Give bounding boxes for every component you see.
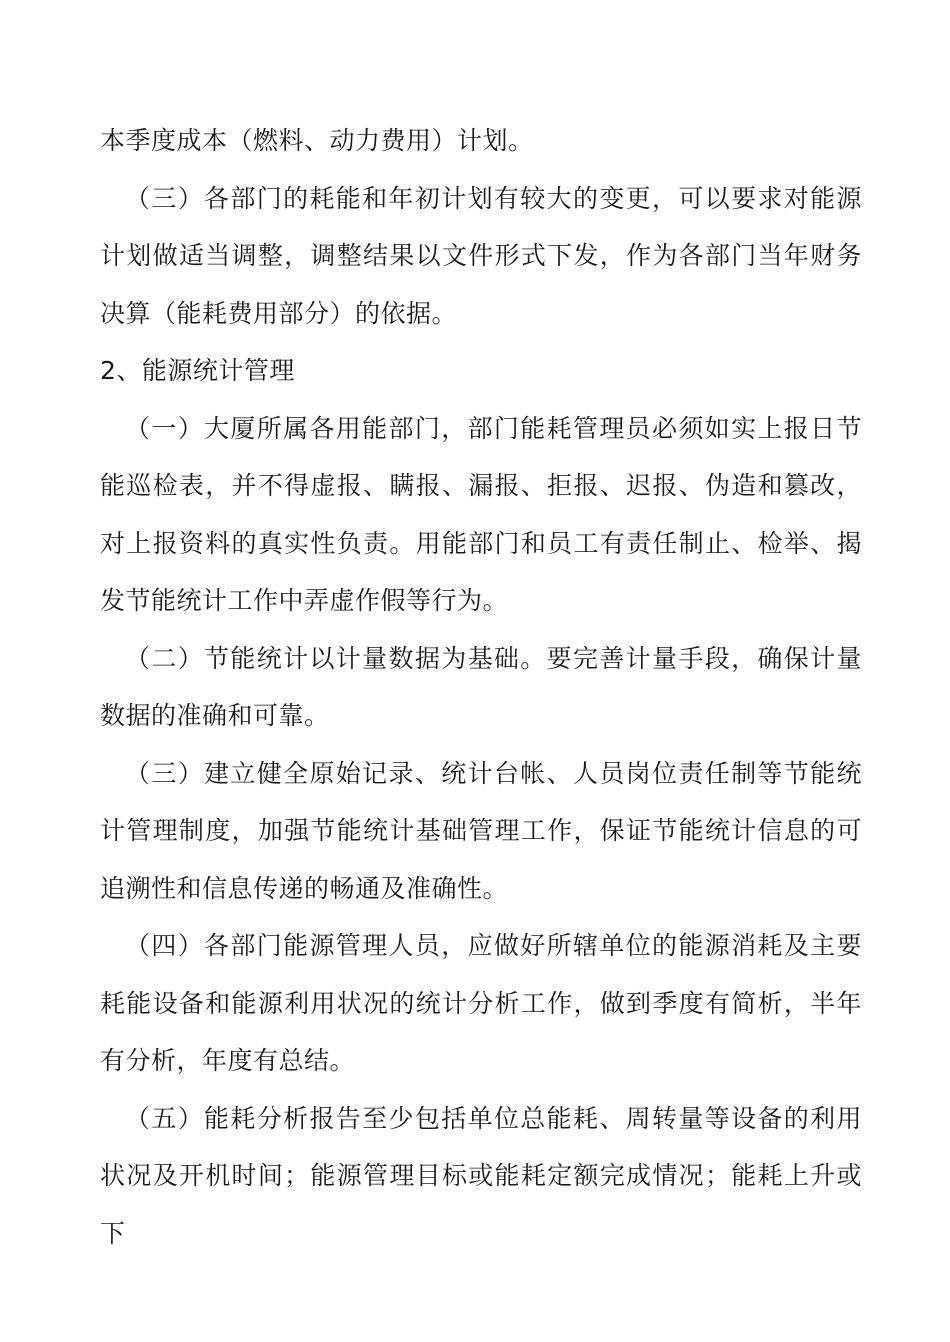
paragraph-cost-plan-end: 本季度成本（燃料、动力费用）计划。 [100,126,534,155]
paragraph-reporting-duty: （一）大厦所属各用能部门，部门能耗管理员必须如实上报日节能巡检表，并不得虚报、瞒报、漏报、拒报、迟报、伪造和篡改，对上报资料的真实性负责。用能部门和员工有责任制止、检举、揭发节能统计工作中弄虚作假等行为。 [100,413,862,615]
document-body [100,112,862,1262]
section-heading-energy-statistics: 2、能源统计管理 [100,356,295,385]
paragraph-metering-basis: （二）节能统计以计量数据为基础。要完善计量手段，确保计量数据的准确和可靠。 [100,643,862,730]
paragraph-plan-adjustment: （三）各部门的耗能和年初计划有较大的变更，可以要求对能源计划做适当调整，调整结果以文件形式下发，作为各部门当年财务决算（能耗费用部分）的依据。 [100,183,862,328]
paragraph-analysis-report: （五）能耗分析报告至少包括单位总能耗、周转量等设备的利用状况及开机时间；能源管理目标或能耗定额完成情况；能耗上升或下 [100,1103,862,1248]
paragraph-analysis-work: （四）各部门能源管理人员，应做好所辖单位的能源消耗及主要耗能设备和能源利用状况的统计分析工作，做到季度有简析，半年有分析，年度有总结。 [100,931,862,1075]
paragraph-records-system: （三）建立健全原始记录、统计台帐、人员岗位责任制等节能统计管理制度，加强节能统计基础管理工作，保证节能统计信息的可追溯性和信息传递的畅通及准确性。 [100,758,862,903]
